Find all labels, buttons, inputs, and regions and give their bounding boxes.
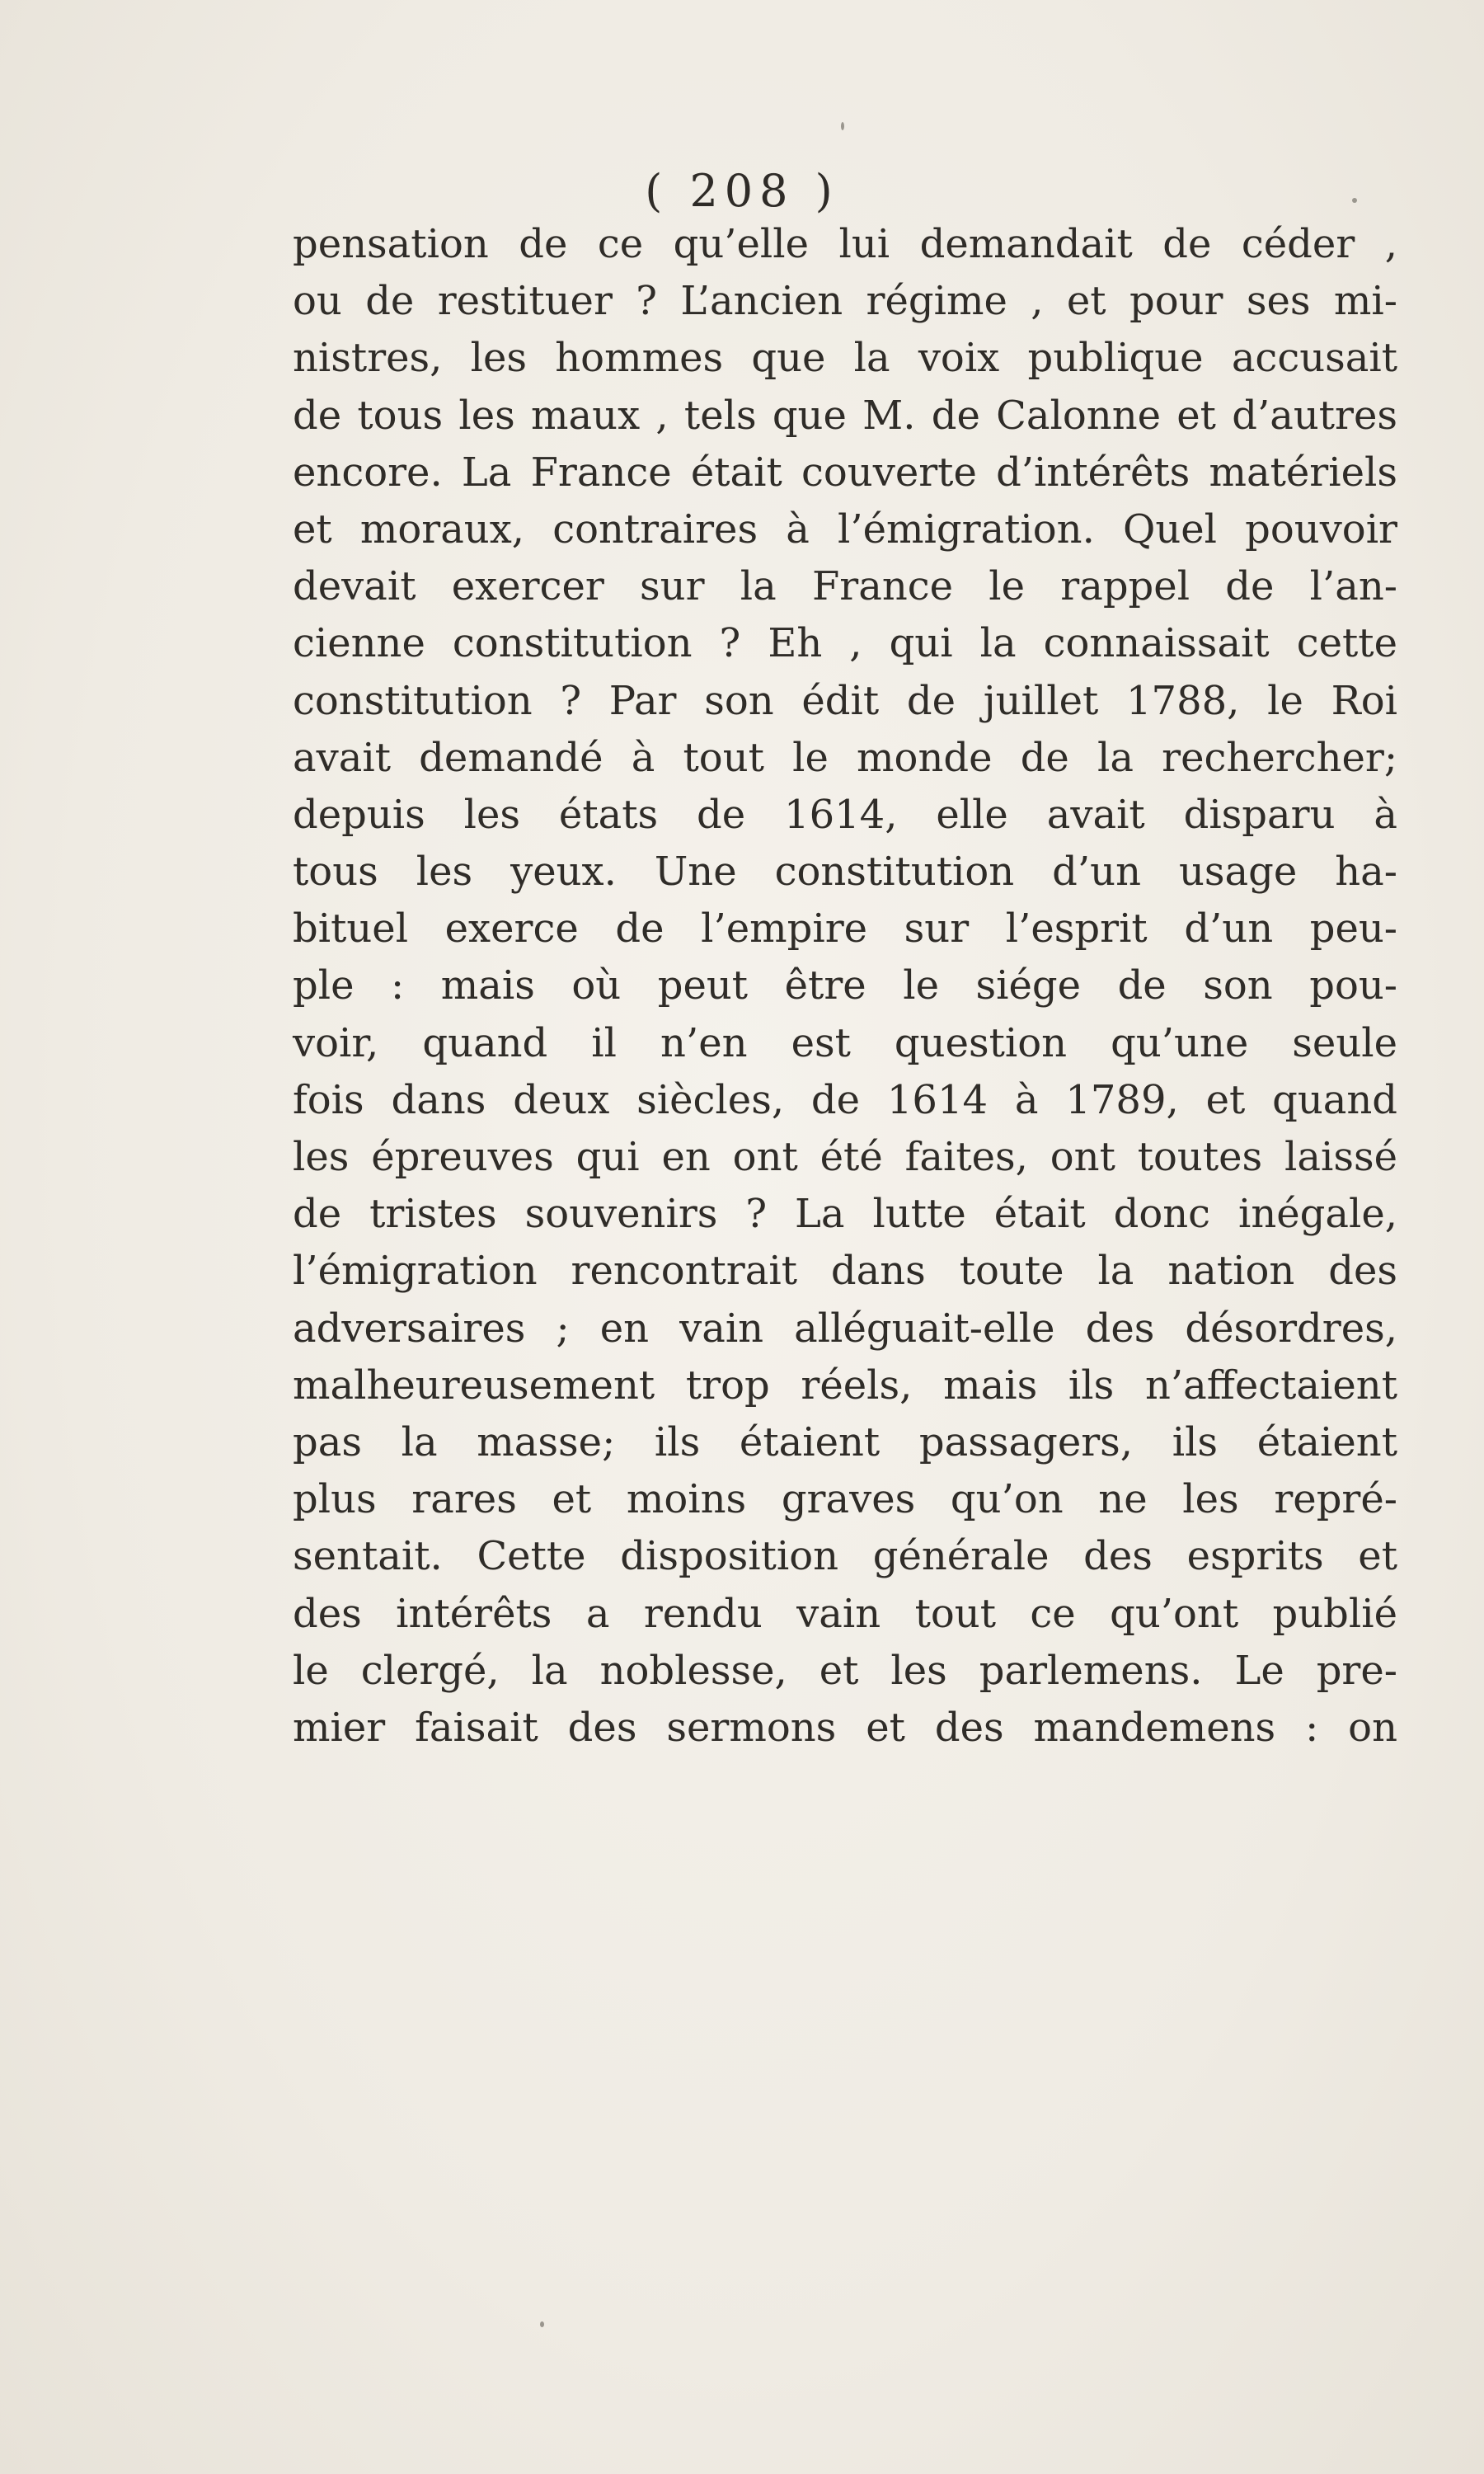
- text-line: voir, quand il n’en est question qu’une seule: [293, 1019, 1397, 1066]
- text-line: pas la masse; ils étaient passagers, ils étaient: [293, 1418, 1397, 1465]
- text-line: et moraux, contraires à l’émigration. Quel pouvoir: [293, 506, 1397, 553]
- text-line: ple : mais où peut être le siége de son pou-: [293, 962, 1397, 1009]
- text-line: cienne constitution ? Eh , qui la connaissait cette: [293, 620, 1397, 667]
- paper-speck: [841, 122, 844, 130]
- page-number: ( 208 ): [645, 165, 839, 217]
- text-line: devait exercer sur la France le rappel de l’an-: [293, 563, 1397, 610]
- text-line: plus rares et moins graves qu’on ne les repré-: [293, 1476, 1397, 1523]
- text-line: les épreuves qui en ont été faites, ont toutes laissé: [293, 1134, 1397, 1180]
- text-line: sentait. Cette disposition générale des esprits et: [293, 1533, 1397, 1580]
- text-line: de tous les maux , tels que M. de Calonne et d’autres: [293, 392, 1397, 439]
- text-line: tous les yeux. Une constitution d’un usage ha-: [293, 849, 1397, 896]
- text-line: l’émigration rencontrait dans toute la nation des: [293, 1248, 1397, 1295]
- text-line: mier faisait des sermons et des mandemens : on: [293, 1704, 1397, 1751]
- text-line: avait demandé à tout le monde de la rechercher;: [293, 734, 1397, 781]
- text-line: depuis les états de 1614, elle avait disparu à: [293, 791, 1397, 838]
- text-line: ou de restituer ? L’ancien régime , et pour ses mi-: [293, 278, 1397, 325]
- text-line: malheureusement trop réels, mais ils n’affectaient: [293, 1362, 1397, 1409]
- text-line: bituel exerce de l’empire sur l’esprit d’un peu-: [293, 905, 1397, 952]
- text-line: de tristes souvenirs ? La lutte était donc inégale,: [293, 1191, 1397, 1238]
- text-line: encore. La France était couverte d’intérêts matériels: [293, 449, 1397, 496]
- body-text: [293, 216, 1397, 1757]
- text-line: adversaires ; en vain alléguait-elle des désordres,: [293, 1305, 1397, 1352]
- text-line: des intérêts a rendu vain tout ce qu’ont publié: [293, 1590, 1397, 1637]
- paper-speck: [540, 2321, 544, 2327]
- text-line: pensation de ce qu’elle lui demandait de céder ,: [293, 221, 1397, 267]
- text-line: nistres, les hommes que la voix publique accusait: [293, 335, 1397, 382]
- text-line: constitution ? Par son édit de juillet 1788, le Roi: [293, 677, 1397, 724]
- text-line: fois dans deux siècles, de 1614 à 1789, et quand: [293, 1076, 1397, 1123]
- text-line: le clergé, la noblesse, et les parlemens. Le pre-: [293, 1647, 1397, 1694]
